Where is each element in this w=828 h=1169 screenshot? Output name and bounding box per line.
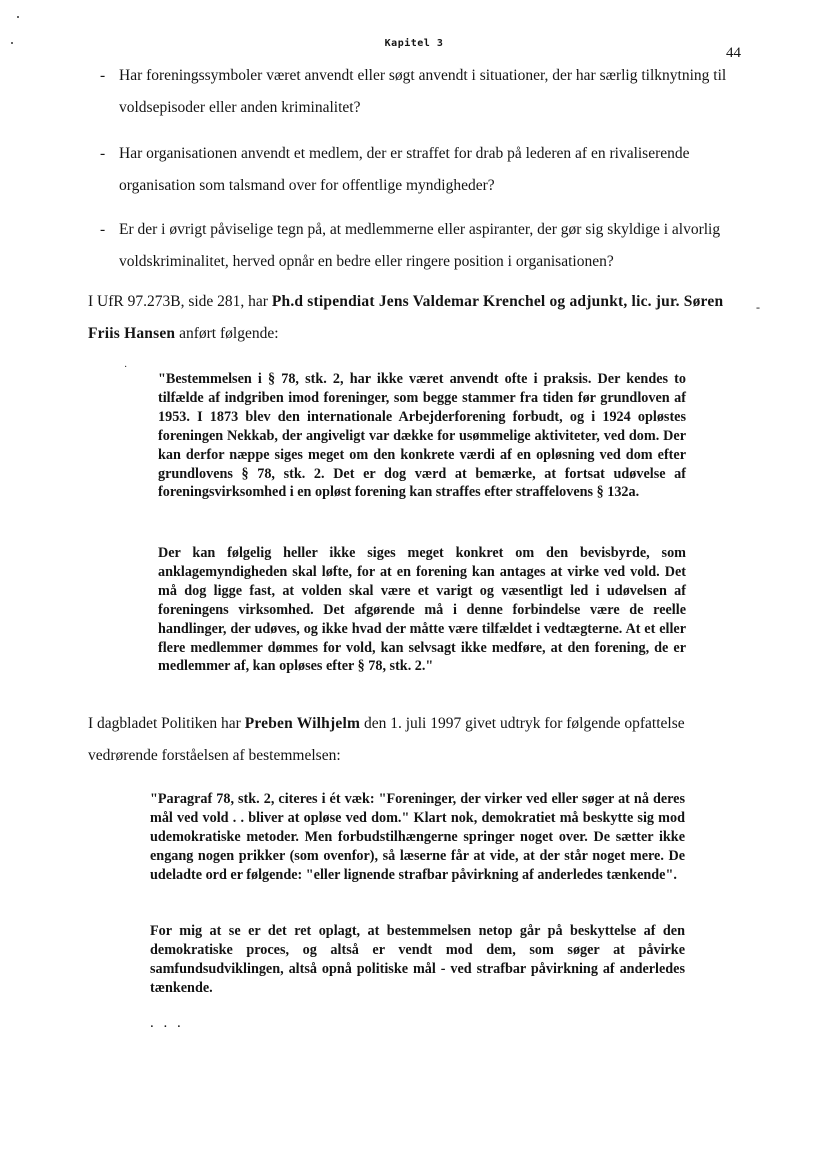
bullet-dash: - — [100, 67, 106, 84]
bullet-dash: - — [100, 221, 106, 238]
quote-2-paragraph-1: "Paragraf 78, stk. 2, citeres i ét væk: "Foreninger, der virker ved eller søger at nå deres mål ved vold . . bliver at opløse ved dom." Klart nok, demokratiet må beskytte sig mod udemokratiske metoder. Men forbudstilhængerne springer noget over. De sætter ikke engang nogen prikker (som ovenfor), så læserne får at vide, at der står noget mere. De udeladte ord er følgende: "eller lignende strafbar påvirkning af anderledes tænkende". — [150, 791, 685, 883]
bullet-item — [100, 138, 750, 202]
margin-dash: - — [756, 300, 760, 314]
intro-paragraph-1 — [88, 286, 756, 350]
bullet-text: Har foreningssymboler været anvendt eller søgt anvendt i situationer, der har særlig tilknytning til voldsepisoder eller anden kriminalitet? — [119, 67, 727, 116]
ellipsis: . . . — [150, 1015, 184, 1031]
intro-1-authors: Ph.d stipendiat Jens Valdemar Krenchel og adjunkt, lic. jur. Søren Friis Hansen — [88, 293, 724, 342]
intro-1-text: I UfR 97.273B, side 281, har — [88, 293, 272, 310]
bullet-dash: - — [100, 145, 106, 162]
quote-1-paragraph-1: "Bestemmelsen i § 78, stk. 2, har ikke været anvendt ofte i praksis. Der kendes to tilfælde af indgriben imod foreninger, som begge stammer fra tiden før grundloven af 1953. I 1873 blev den internationale Arbejderforening forbudt, og i 1924 opløstes foreningen Nekkab, der angiveligt var dække for usømmelige aktiviteter, ved dom. Der kan derfor næppe siges meget om den konkrete værdi af en opløsning ved dom efter grundlovens § 78, stk. 2. Det er dog værd at bemærke, at fortsat udøvelse af foreningsvirksomhed i en opløst forening kan straffes efter straffelovens § 132a. — [158, 371, 686, 501]
page-number: 44 — [726, 45, 741, 61]
margin-dot: · — [124, 362, 128, 373]
bullet-item — [100, 60, 750, 124]
chapter-header: Kapitel 3 — [384, 38, 444, 49]
intro-2-tail: den 1. juli 1997 givet udtryk for følgende opfattelse vedrørende forståelsen af bestemmelsen: — [88, 715, 685, 764]
intro-paragraph-2 — [88, 708, 756, 772]
quote-1-paragraph-2: Der kan følgelig heller ikke siges meget konkret om den bevisbyrde, som anklagemyndigheden skal løfte, for at en forening kan antages at virke ved vold. Det må dog ligge fast, at volden skal være et varigt og væsentligt led i udøvelsen af foreningens virksomhed. Det afgørende må i denne forbindelse være de reelle handlinger, der udøves, og ikke hvad der måtte være tilfældet i vedtægterne. At et eller flere medlemmer dømmes for vold, kan selvsagt ikke medføre, at den forening, de er medlemmer af, kan opløses efter § 78, stk. 2." — [158, 545, 686, 675]
bullet-item — [100, 214, 750, 278]
scan-speck — [17, 16, 19, 18]
intro-2-text: I dagbladet Politiken har — [88, 715, 245, 732]
bullet-text: Har organisationen anvendt et medlem, der er straffet for drab på lederen af en rivaliserende organisation som talsmand over for offentlige myndigheder? — [119, 145, 690, 194]
quote-2-paragraph-2: For mig at se er det ret oplagt, at bestemmelsen netop går på beskyttelse af den demokratiske proces, og altså er vendt mod dem, som søger at påvirke samfundsudviklingen, altså opnå politiske mål - ved strafbar påvirkning af anderledes tænkende. — [150, 923, 685, 996]
intro-2-author: Preben Wilhjelm — [244, 715, 361, 732]
bullet-text: Er der i øvrigt påviselige tegn på, at medlemmerne eller aspiranter, der gør sig skyldige i alvorlig voldskriminalitet, herved opnår en bedre eller ringere position i organisationen? — [119, 221, 721, 270]
intro-1-tail: anført følgende: — [175, 325, 279, 342]
